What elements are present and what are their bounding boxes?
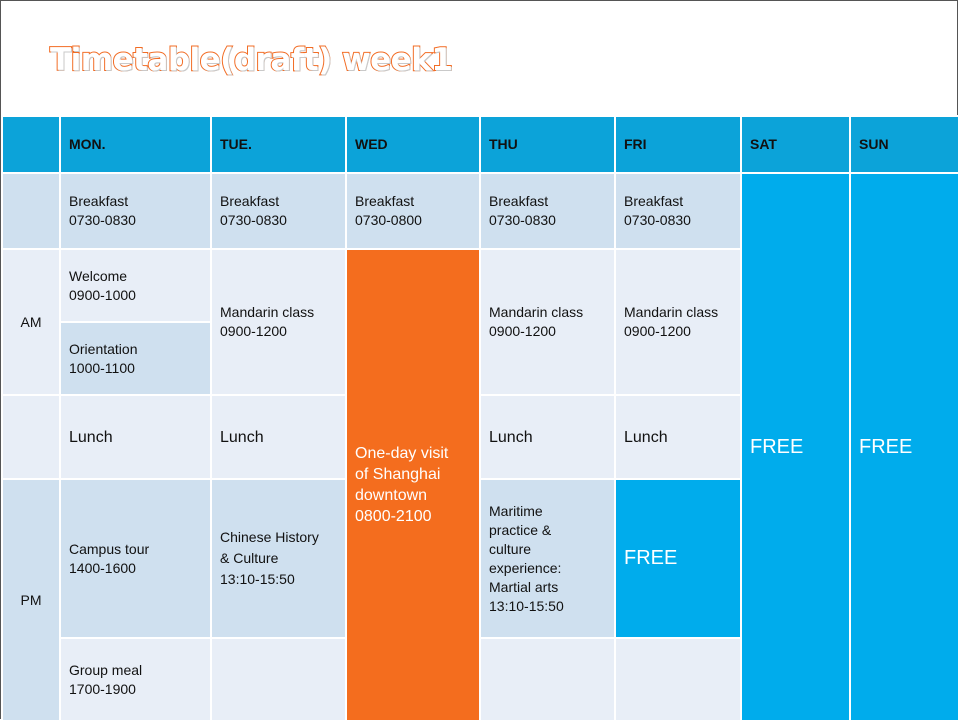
mon-welcome-cell: Welcome 0900-1000 [60,249,211,322]
mon-group-meal-cell: Group meal 1700-1900 [60,638,211,721]
wed-breakfast-cell: Breakfast 0730-0800 [346,173,480,249]
fri-lunch-cell: Lunch [615,395,741,479]
sun-free-cell: FREE [850,173,958,721]
side-am: AM [2,249,60,395]
side-blank-lunch [2,395,60,479]
header-fri: FRI [615,116,741,173]
mon-breakfast-cell: Breakfast 0730-0830 [60,173,211,249]
thu-empty-cell [480,638,615,721]
tue-breakfast-cell: Breakfast 0730-0830 [211,173,346,249]
side-blank-top [2,173,60,249]
sat-free-cell: FREE [741,173,850,721]
breakfast-row [2,173,958,249]
tue-lunch-cell: Lunch [211,395,346,479]
mon-campus-cell: Campus tour 1400-1600 [60,479,211,638]
side-pm: PM [2,479,60,721]
header-tue: TUE. [211,116,346,173]
header-row [2,116,958,173]
header-sat: SAT [741,116,850,173]
tue-empty-cell [211,638,346,721]
thu-mandarin-cell: Mandarin class 0900-1200 [480,249,615,395]
tue-mandarin-cell: Mandarin class 0900-1200 [211,249,346,395]
fri-mandarin-cell: Mandarin class 0900-1200 [615,249,741,395]
thu-lunch-cell: Lunch [480,395,615,479]
fri-free-cell: FREE [615,479,741,638]
header-thu: THU [480,116,615,173]
fri-breakfast-cell: Breakfast 0730-0830 [615,173,741,249]
header-corner [2,116,60,173]
fri-empty-cell [615,638,741,721]
thu-breakfast-cell: Breakfast 0730-0830 [480,173,615,249]
header-mon: MON. [60,116,211,173]
wed-visit-cell: One-day visit of Shanghai downtown 0800-2100 [346,249,480,721]
timetable [1,115,958,722]
header-wed: WED [346,116,480,173]
mon-lunch-cell: Lunch [60,395,211,479]
thu-maritime-cell: Maritime practice & culture experience: Martial arts 13:10-15:50 [480,479,615,638]
header-sun: SUN [850,116,958,173]
page-title: Timetable(draft) week1 [50,42,453,78]
tue-history-cell: Chinese History & Culture 13:10-15:50 [211,479,346,638]
mon-orientation-cell: Orientation 1000-1100 [60,322,211,395]
